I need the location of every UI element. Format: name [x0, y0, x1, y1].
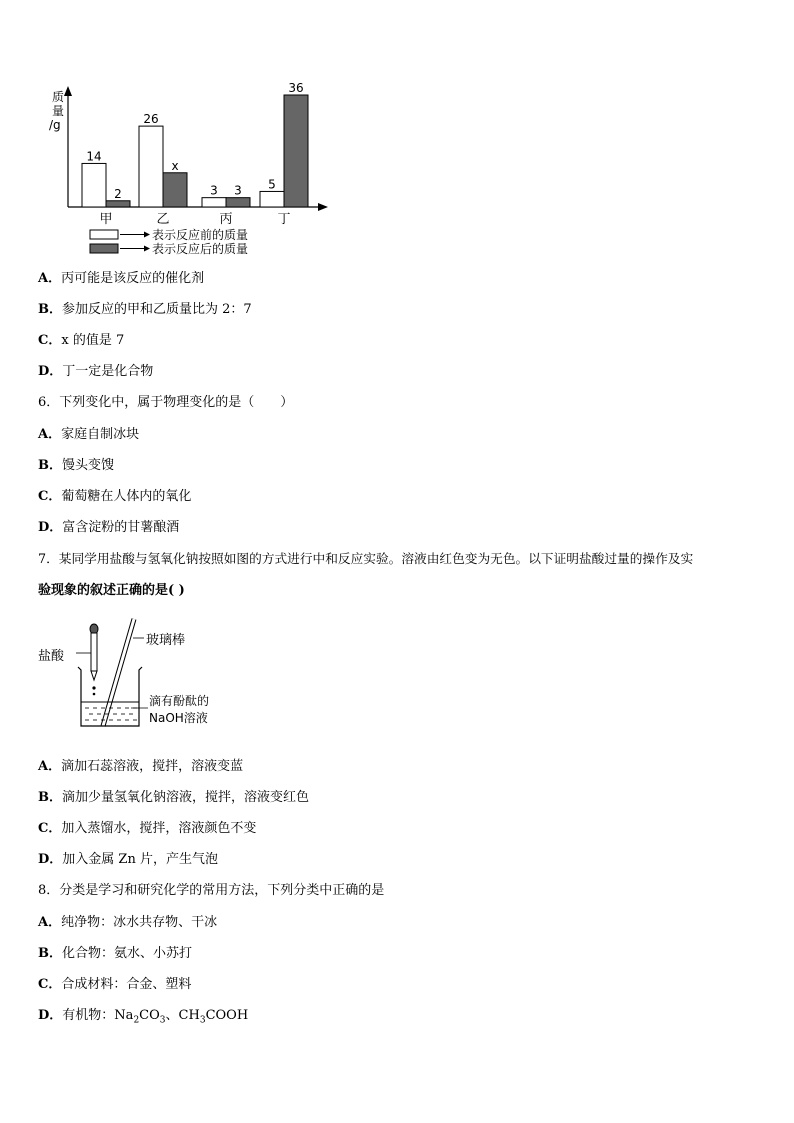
q8-option-b: B．化合物：氨水、小苏打: [38, 946, 193, 961]
label-glass-rod: 玻璃棒: [146, 633, 186, 648]
bar-value-label: 14: [86, 149, 102, 164]
category-label: 丁: [277, 212, 291, 227]
ylabel-unit: /g: [49, 118, 61, 132]
solution-fill: [85, 708, 137, 720]
legend-arrow-head-after: [144, 246, 150, 252]
q7-stem-line1: 7．某同学用盐酸与氢氧化钠按照如图的方式进行中和反应实验。溶液由红色变为无色。以下证明盐酸过量的操作及实: [38, 551, 694, 566]
bar-value-label: 36: [288, 82, 304, 95]
q8-option-c: C．合成材料：合金、塑料: [38, 977, 192, 992]
formula-acetic-acid: $CH_3COOH$: [178, 1008, 249, 1026]
q8-option-a: A．纯净物：冰水共存物、干冰: [38, 915, 218, 930]
label-hydrochloric-acid: 盐酸: [38, 649, 65, 664]
q5-option-d: D．丁一定是化合物: [38, 364, 154, 379]
legend-swatch-before: [90, 230, 118, 239]
titration-apparatus-figure: [36, 616, 246, 736]
bar-value-label: 2: [114, 186, 122, 201]
bar-value-label: 26: [143, 112, 159, 127]
legend-label-after: 表示反应后的质量: [152, 242, 249, 256]
bar-value-label: 3: [210, 183, 218, 198]
q6-stem: 6．下列变化中，属于物理变化的是（ ）: [38, 395, 294, 410]
q5-option-b: B．参加反应的甲和乙质量比为 2：7: [38, 302, 252, 317]
q7-option-a: A．滴加石蕊溶液，搅拌，溶液变蓝: [38, 759, 244, 774]
q6-option-d: D．富含淀粉的甘薯酿酒: [38, 520, 180, 535]
bar-after-4: [284, 95, 308, 207]
formula-sodium-carbonate: $Na_2CO_3$: [114, 1008, 166, 1026]
acid-drop: [92, 686, 95, 689]
legend-swatch-after: [90, 244, 118, 253]
glass-rod-body: [103, 619, 134, 726]
q7-option-b: B．滴加少量氢氧化钠溶液，搅拌，溶液变红色: [38, 790, 310, 805]
q6-option-a: A．家庭自制冰块: [38, 427, 140, 442]
q8-option-d: D．有机物：$Na_2CO_3$、$CH_3COOH$: [38, 1008, 249, 1026]
q8-stem: 8．分类是学习和研究化学的常用方法，下列分类中正确的是: [38, 883, 385, 898]
category-label: 甲: [99, 212, 113, 227]
dropper-tube: [91, 633, 97, 671]
dropper-tip: [91, 671, 97, 680]
bar-after-1: [106, 201, 130, 207]
q5-option-a: A．丙可能是该反应的催化剂: [38, 271, 205, 286]
ylabel-char-1: 质: [52, 90, 65, 104]
q7-stem-line2: 验现象的叙述正确的是( ): [38, 583, 185, 598]
bar-before-2: [139, 126, 163, 207]
bar-value-label: 3: [234, 183, 242, 198]
bar-after-2: [163, 173, 187, 207]
q6-option-b: B．馒头变馊: [38, 458, 115, 473]
bar-value-label: 5: [268, 177, 276, 192]
acid-drop: [93, 693, 96, 696]
bar-after-3: [226, 198, 250, 207]
bar-before-3: [202, 198, 226, 207]
ylabel-char-2: 量: [52, 104, 65, 118]
q5-option-c: C．x 的值是 7: [38, 333, 125, 348]
q6-option-c: C．葡萄糖在人体内的氧化: [38, 489, 192, 504]
legend-arrow-head-before: [144, 232, 150, 238]
q7-option-d: D．加入金属 Zn 片，产生气泡: [38, 852, 218, 867]
y-axis-arrow: [64, 86, 72, 96]
mass-bar-chart: [38, 82, 338, 262]
category-label: 丙: [219, 212, 233, 227]
q7-option-c: C．加入蒸馏水，搅拌，溶液颜色不变: [38, 821, 257, 836]
bar-before-1: [82, 163, 106, 207]
x-axis-arrow: [318, 203, 328, 211]
category-label: 乙: [156, 212, 170, 227]
label-solution-line1: 滴有酚酞的: [149, 694, 210, 708]
bar-before-4: [260, 191, 284, 207]
legend-label-before: 表示反应前的质量: [152, 228, 249, 242]
bar-value-label: x: [171, 158, 179, 173]
label-solution-line2: NaOH溶液: [149, 711, 208, 725]
